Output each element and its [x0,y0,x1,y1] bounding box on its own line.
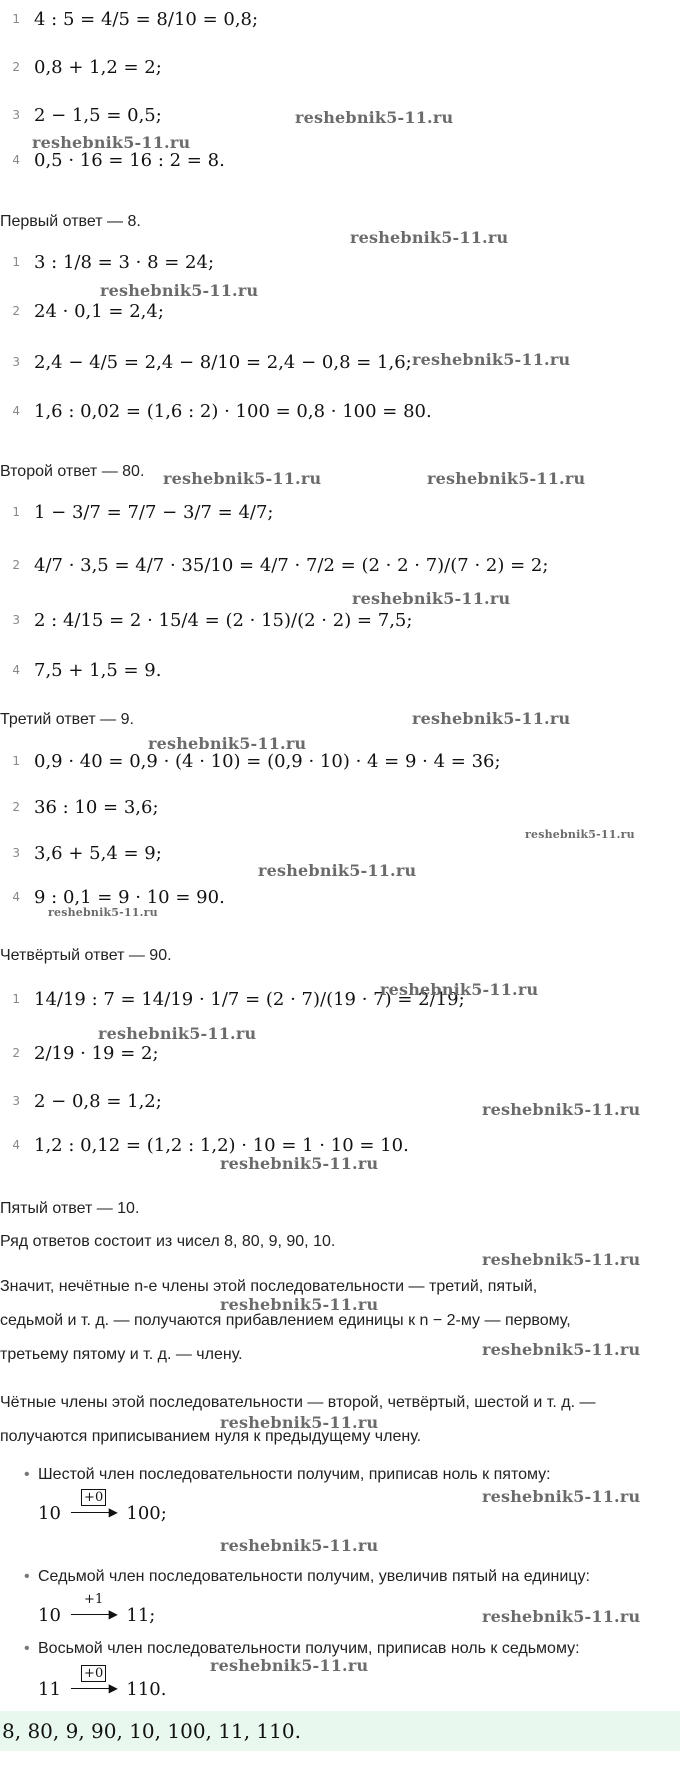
line-number: 3 [12,355,20,369]
transform-expression [38,1666,167,1702]
to-value: 100; [126,1503,167,1524]
math-expression: 3 : 1/8 = 3 · 8 = 24; [34,251,215,273]
watermark: reshebnik5-11.ru [482,1100,641,1119]
watermark: reshebnik5-11.ru [220,1295,379,1314]
step-line [0,2,258,36]
watermark: reshebnik5-11.ru [380,980,539,999]
line-number: 4 [12,890,20,904]
watermark: reshebnik5-11.ru [100,281,259,300]
bullet-text: Восьмой член последовательности получим, приписав ноль к седьмому: [38,1640,580,1657]
step-line [0,653,161,687]
watermark: reshebnik5-11.ru [220,1154,379,1173]
watermark: reshebnik5-11.ru [163,469,322,488]
watermark: reshebnik5-11.ru [482,1250,641,1269]
line-number: 4 [12,153,20,167]
line-number: 1 [12,505,20,519]
transform-expression [38,1490,167,1526]
line-number: 1 [12,992,20,1006]
from-value: 11 [38,1679,61,1700]
transform-expression [38,1592,156,1628]
watermark: reshebnik5-11.ru [525,828,635,841]
answer-text: Пятый ответ — 10. [0,1200,140,1217]
labeled-arrow [71,1666,118,1702]
watermark: reshebnik5-11.ru [412,350,571,369]
line-number: 4 [12,663,20,677]
watermark: reshebnik5-11.ru [98,1024,257,1043]
line-number: 1 [12,255,20,269]
watermark: reshebnik5-11.ru [220,1413,379,1432]
bullet-dot: • [24,1568,30,1585]
step-line [0,548,548,582]
answer-text: Первый ответ — 8. [0,213,141,230]
bullet-dot: • [24,1640,30,1657]
line-number: 2 [12,304,20,318]
math-expression: 9 : 0,1 = 9 · 10 = 90. [34,886,225,908]
watermark: reshebnik5-11.ru [350,228,509,247]
answer-text: Второй ответ — 80. [0,463,145,480]
to-value: 11; [126,1605,156,1626]
math-expression: 1,2 : 0,12 = (1,2 : 1,2) · 10 = 1 · 10 = 10. [34,1134,409,1156]
paragraph-odd-line: седьмой и т. д. — получаются прибавлением единицы к n − 2-му — первому, [0,1312,571,1329]
line-number: 3 [12,1094,20,1108]
paragraph-odd-line: Значит, нечётные n-е члены этой последовательности — третий, пятый, [0,1278,538,1295]
answers-summary: Ряд ответов состоит из чисел 8, 80, 9, 90, 10. [0,1233,336,1250]
paragraph-odd-line: третьему пятому и т. д. — члену. [0,1346,243,1363]
step-line [0,495,274,529]
line-number: 2 [12,558,20,572]
step-line [0,1084,162,1118]
arrow-head-icon: ▶ [108,1505,118,1519]
bullet-dot: • [24,1466,30,1483]
math-expression: 2/19 · 19 = 2; [34,1042,159,1064]
answer-text: Четвёртый ответ — 90. [0,947,172,964]
paragraph-even-line: Чётные члены этой последовательности — второй, четвёртый, шестой и т. д. — [0,1394,596,1411]
math-expression: 24 · 0,1 = 2,4; [34,300,164,322]
line-number: 3 [12,108,20,122]
watermark: reshebnik5-11.ru [220,1536,379,1555]
math-expression: 2 : 4/15 = 2 · 15/4 = (2 · 15)/(2 · 2) = 7,5; [34,609,413,631]
bullet-text: Седьмой член последовательности получим, увеличив пятый на единицу: [38,1568,590,1585]
math-expression: 14/19 : 7 = 14/19 · 1/7 = (2 · 7)/(19 · 7) = 2/19; [34,988,465,1010]
math-expression: 1 − 3/7 = 7/7 − 3/7 = 4/7; [34,501,274,523]
bullet-text: Шестой член последовательности получим, приписав ноль к пятому: [38,1466,551,1483]
math-expression: 36 : 10 = 3,6; [34,796,159,818]
step-line [0,345,412,379]
arrow-label: +0 [81,1665,106,1682]
line-number: 4 [12,1138,20,1152]
arrow-head-icon: ▶ [108,1607,118,1621]
math-expression: 3,6 + 5,4 = 9; [34,842,162,864]
step-line [0,790,159,824]
step-line [0,98,162,132]
math-expression: 0,8 + 1,2 = 2; [34,56,162,78]
from-value: 10 [38,1503,61,1524]
watermark: reshebnik5-11.ru [482,1607,641,1626]
watermark: reshebnik5-11.ru [352,589,511,608]
line-number: 1 [12,754,20,768]
watermark: reshebnik5-11.ru [210,1656,369,1675]
watermark: reshebnik5-11.ru [427,469,586,488]
math-expression: 4/7 · 3,5 = 4/7 · 35/10 = 4/7 · 7/2 = (2 · 2 · 7)/(7 · 2) = 2; [34,554,549,576]
step-line [0,50,162,84]
line-number: 2 [12,60,20,74]
math-expression: 2 − 0,8 = 1,2; [34,1090,162,1112]
step-line [0,394,432,428]
arrow-head-icon: ▶ [108,1681,118,1695]
watermark: reshebnik5-11.ru [482,1487,641,1506]
math-expression: 2 − 1,5 = 0,5; [34,104,162,126]
watermark: reshebnik5-11.ru [48,906,158,919]
watermark: reshebnik5-11.ru [295,108,454,127]
math-expression: 0,9 · 40 = 0,9 · (4 · 10) = (0,9 · 10) · 4 = 9 · 4 = 36; [34,750,501,772]
labeled-arrow [71,1592,118,1628]
from-value: 10 [38,1605,61,1626]
labeled-arrow [71,1490,118,1526]
math-expression: 2,4 − 4/5 = 2,4 − 8/10 = 2,4 − 0,8 = 1,6; [34,351,412,373]
line-number: 3 [12,846,20,860]
line-number: 2 [12,1046,20,1060]
watermark: reshebnik5-11.ru [32,133,191,152]
step-line [0,603,412,637]
step-line [0,836,162,870]
line-number: 2 [12,800,20,814]
paragraph-even-line: получаются приписыванием нуля к предыдущему члену. [0,1428,422,1445]
step-line [0,245,214,279]
arrow-label: +0 [81,1489,106,1506]
math-expression: 1,6 : 0,02 = (1,6 : 2) · 100 = 0,8 · 100 = 80. [34,400,432,422]
watermark: reshebnik5-11.ru [258,861,417,880]
arrow-label: +1 [84,1592,104,1607]
watermark: reshebnik5-11.ru [148,734,307,753]
final-answer: 8, 80, 9, 90, 10, 100, 11, 110. [2,1719,301,1743]
line-number: 3 [12,613,20,627]
line-number: 1 [12,12,20,26]
watermark: reshebnik5-11.ru [412,709,571,728]
to-value: 110. [126,1679,167,1700]
watermark: reshebnik5-11.ru [482,1340,641,1359]
math-expression: 7,5 + 1,5 = 9. [34,659,162,681]
final-answer-box [0,1711,680,1751]
math-expression: 0,5 · 16 = 16 : 2 = 8. [34,149,225,171]
line-number: 4 [12,404,20,418]
answer-text: Третий ответ — 9. [0,711,134,728]
math-expression: 4 : 5 = 4/5 = 8/10 = 0,8; [34,8,259,30]
